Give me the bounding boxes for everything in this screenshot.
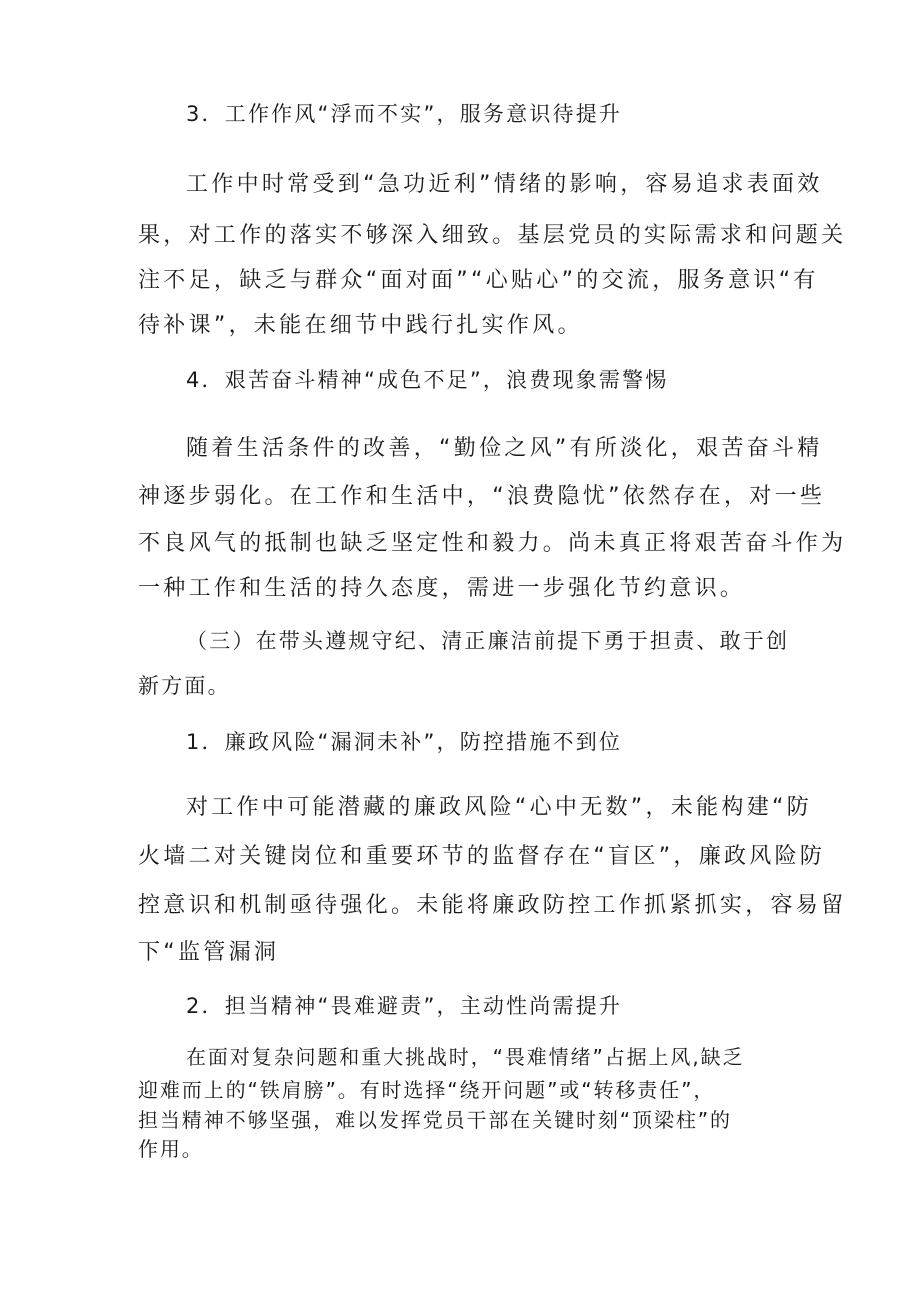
- paragraph-line: 担当精神不够坚强，难以发挥党员干部在关键时刻“顶梁柱”的: [138, 1108, 732, 1132]
- paragraph-line: 作用。: [138, 1137, 204, 1161]
- section-heading: 新方面。: [138, 674, 231, 698]
- paragraph-line: 不良风气的抵制也缺乏坚定性和毅力。尚未真正将艰苦奋斗作为: [138, 531, 847, 556]
- heading-item-1: 1．廉政风险“漏洞未补”，防控措施不到位: [186, 730, 623, 754]
- paragraph-line: 神逐步弱化。在工作和生活中，“浪费隐忧”依然存在，对一些: [138, 484, 826, 509]
- paragraph-line: 一种工作和生活的持久态度，需进一步强化节约意识。: [138, 576, 746, 601]
- paragraph-line: 控意识和机制亟待强化。未能将廉政防控工作抓紧抓实，容易留: [138, 893, 847, 918]
- heading-item-3: 3．工作作风“浮而不实”，服务意识待提升: [186, 102, 623, 126]
- paragraph-line: 迎难而上的“铁肩膀”。有时选择“绕开问题”或“转移责任”，: [138, 1078, 716, 1102]
- paragraph-line: 随着生活条件的改善，“勤俭之风”有所淡化，艰苦奋斗精: [186, 436, 823, 461]
- heading-item-2: 2．担当精神“畏难避责”，主动性尚需提升: [186, 994, 623, 1018]
- heading-item-4: 4．艰苦奋斗精神“成色不足”，浪费现象需警惕: [186, 368, 669, 392]
- paragraph-line: 火墙二对关键岗位和重要环节的监督存在“盲区”，廉政风险防: [138, 844, 826, 869]
- paragraph-line: 待补课”，未能在细节中践行扎实作风。: [138, 313, 583, 338]
- paragraph-line: 在面对复杂问题和重大挑战时，“畏难情绪”占据上风,缺乏: [186, 1045, 745, 1069]
- paragraph-line: 下“监管漏洞: [138, 940, 280, 965]
- paragraph-line: 果，对工作的落实不够深入细致。基层党员的实际需求和问题关: [138, 223, 847, 248]
- paragraph-line: 对工作中可能潜藏的廉政风险“心中无数”，未能构建“防: [186, 795, 812, 820]
- section-heading: （三）在带头遵规守纪、清正廉洁前提下勇于担责、敢于创: [186, 629, 790, 653]
- paragraph-line: 工作中时常受到“急功近利”情绪的影响，容易追求表面效: [186, 172, 823, 197]
- paragraph-line: 注不足，缺乏与群众“面对面”“心贴心”的交流，服务意识“有: [138, 268, 819, 293]
